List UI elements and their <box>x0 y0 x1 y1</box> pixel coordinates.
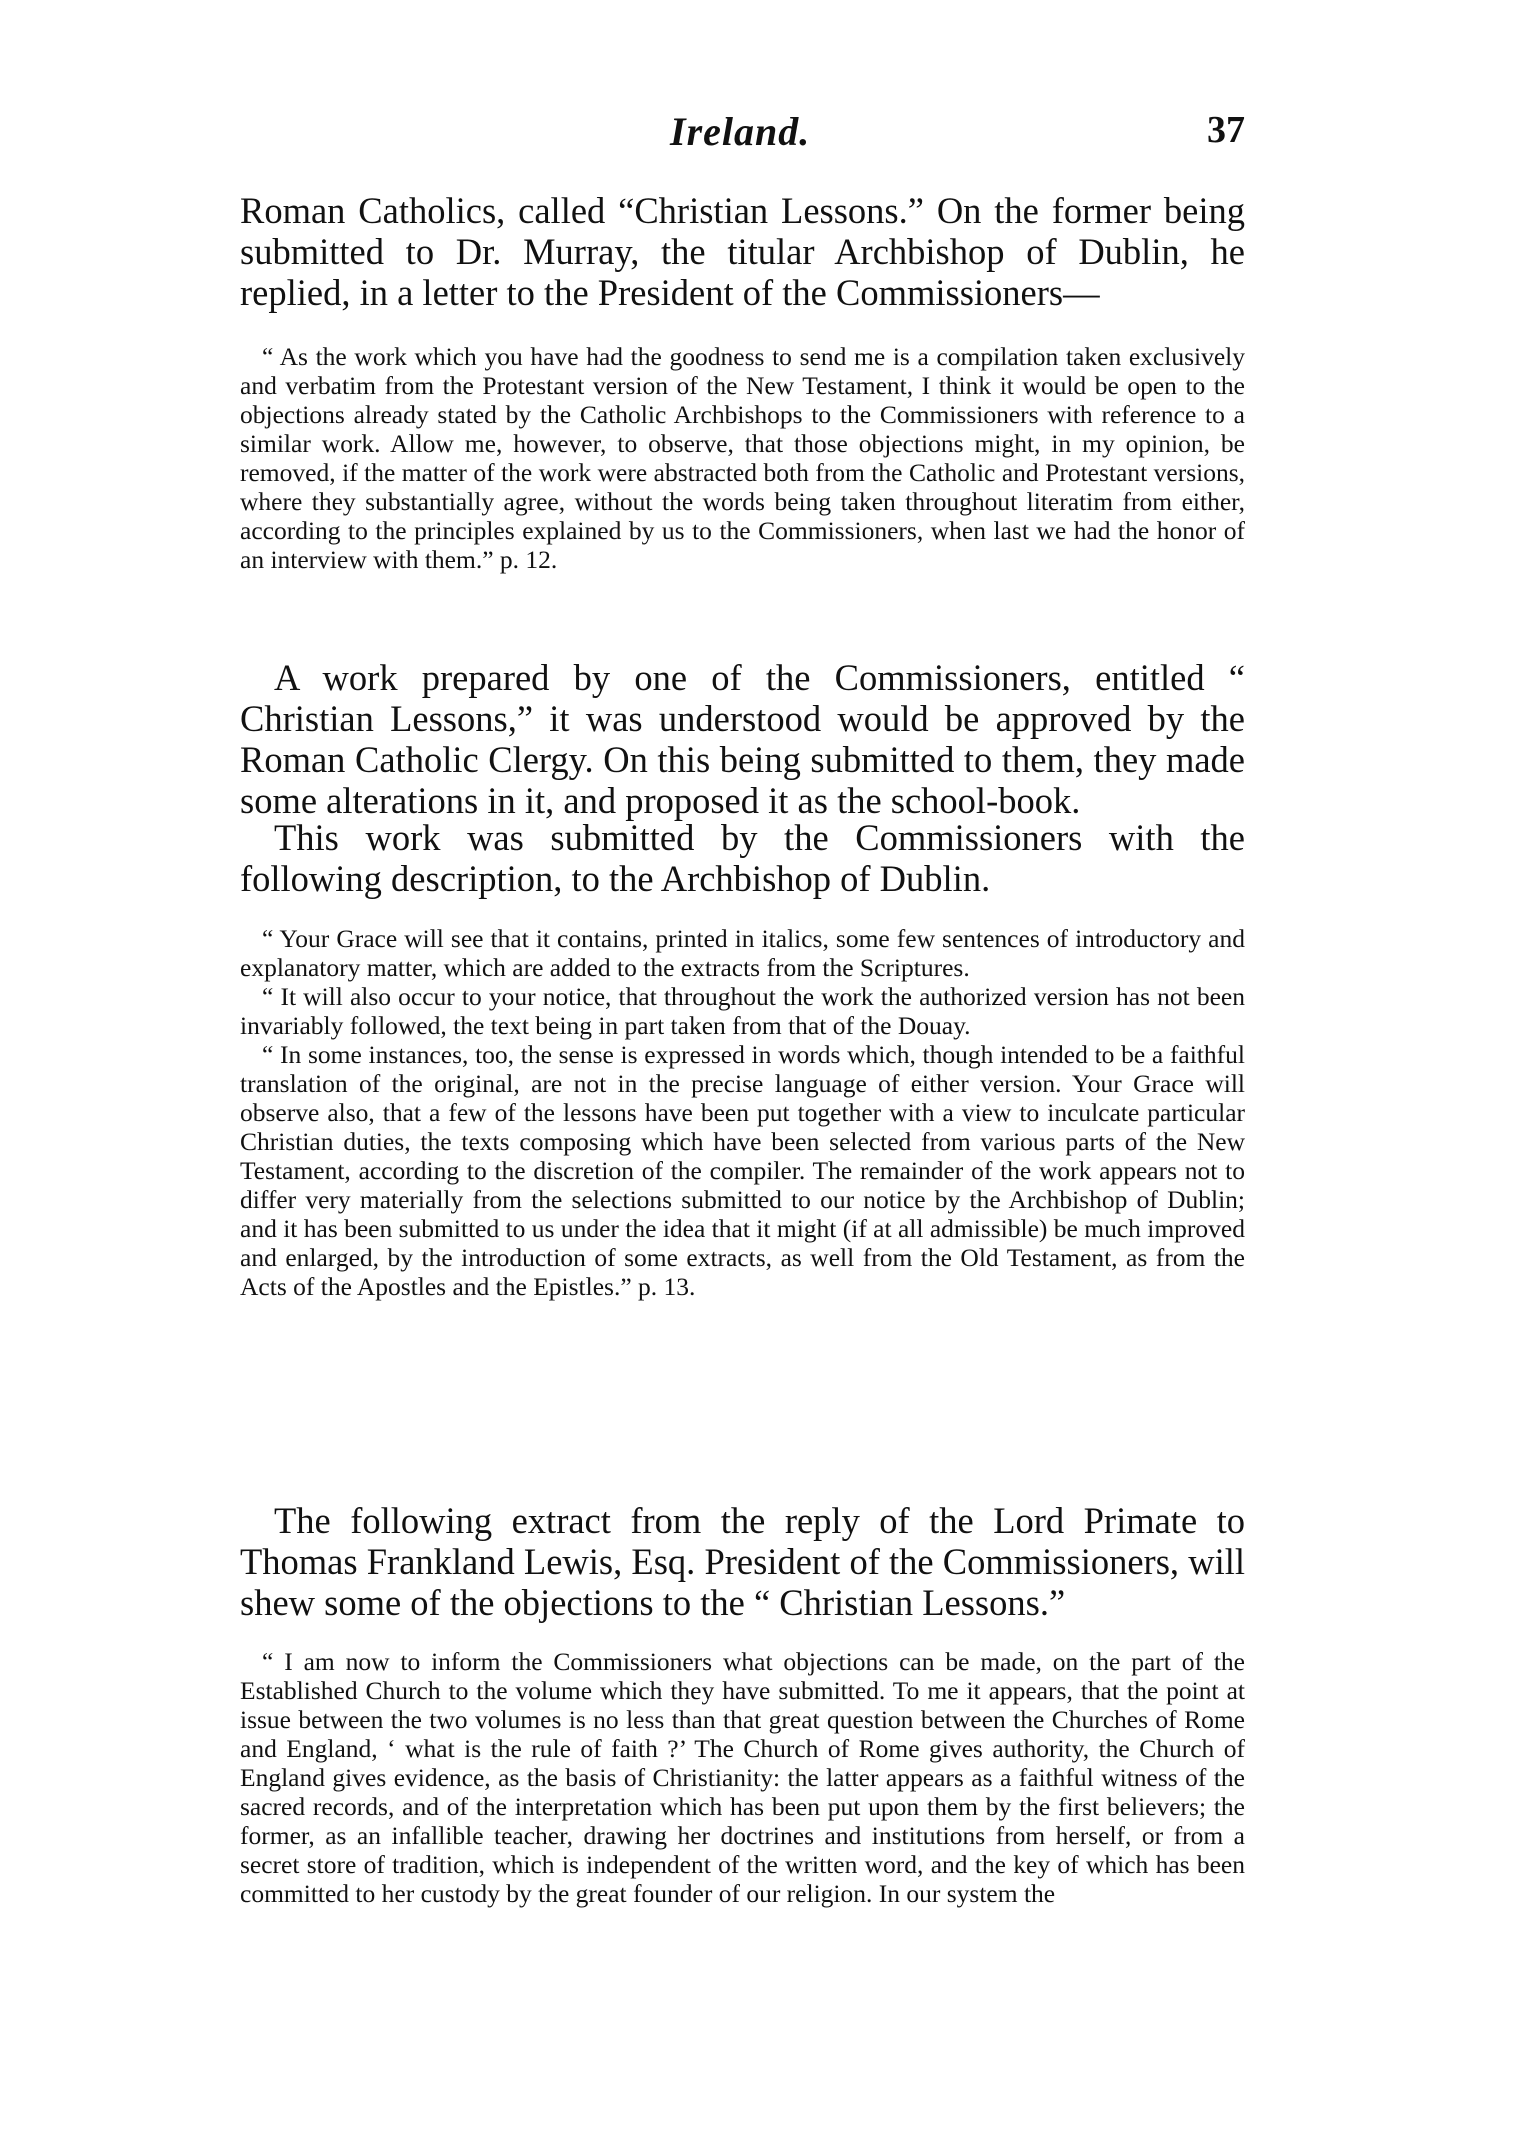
quote-lord-primate-text: “ I am now to inform the Commissioners what objections can be made, on the part of the Established Church to the volume which they have submitted. To me it appears, that the point at issue between the two volumes is no less than that great question between the Churches of Rome and England, ‘ what is the rule of faith ?’ The Church of Rome gives authority, the Church of England gives evidence, as the basis of Christianity: the latter appears as a faithful witness of the sacred records, and of the interpretation which has been put upon them by the first believers; the former, as an infallible teacher, drawing her doctrines and institutions from herself, or from a secret store of tradition, which is independent of the written word, and the key of which has been committed to her custody by the great founder of our religion. In our system the <box>240 1647 1245 1908</box>
page-number: 37 <box>1207 109 1245 151</box>
paragraph-lord-primate: The following extract from the reply of the Lord Primate to Thomas Frankland Lewis, Esq. President of the Commissioners, will shew some of the objections to the “ Christian Lessons.” <box>240 1500 1245 1623</box>
quote-commissioners-part-3: “ In some instances, too, the sense is expressed in words which, though intended to be a faithful translation of the original, are not in the precise language of either version. Your Grace will observe also, that a few of the lessons have been put together with a view to inculcate particular Christian duties, the texts composing which have been selected from various parts of the New Testament, according to the discretion of the compiler. The remainder of the work appears not to differ very materially from the selections submitted to our notice by the Archbishop of Dublin; and it has been submitted to us under the idea that it might (if at all admissible) be much improved and enlarged, by the introduction of some extracts, as well from the Old Testament, as from the Acts of the Apostles and the Epistles.” p. 13. <box>240 1040 1245 1301</box>
paragraph-christian-lessons: A work prepared by one of the Commissioners, entitled “ Christian Lessons,” it was understood would be approved by the Roman Catholic Clergy. On this being submitted to them, they made some alterations in it, and proposed it as the school-book. <box>240 657 1245 821</box>
quote-commissioners-part-2: “ It will also occur to your notice, that throughout the work the authorized version has not been invariably followed, the text being in part taken from that of the Douay. <box>240 982 1245 1040</box>
quote-murray-text: “ As the work which you have had the goodness to send me is a compilation taken exclusively and verbatim from the Protestant version of the New Testament, I think it would be open to the objections already stated by the Catholic Archbishops to the Commissioners with reference to a similar work. Allow me, however, to observe, that those objections might, in my opinion, be removed, if the matter of the work were abstracted both from the Catholic and Protestant versions, where they substantially agree, without the words being taken throughout literatim from either, according to the principles explained by us to the Commissioners, when last we had the honor of an interview with them.” p. 12. <box>240 342 1245 574</box>
quote-murray <box>240 342 1245 574</box>
quote-lord-primate <box>240 1647 1245 1908</box>
running-title: Ireland. <box>670 109 811 154</box>
quote-commissioners <box>240 924 1245 1301</box>
page-header <box>240 108 1245 168</box>
paragraph-intro: Roman Catholics, called “Christian Lessons.” On the former being submitted to Dr. Murray, the titular Archbishop of Dublin, he replied, in a letter to the President of the Commissioners— <box>240 190 1245 313</box>
quote-commissioners-part-1: “ Your Grace will see that it contains, printed in italics, some few sentences of introductory and explanatory matter, which are added to the extracts from the Scriptures. <box>240 924 1245 982</box>
paragraph-submission: This work was submitted by the Commissioners with the following description, to the Archbishop of Dublin. <box>240 817 1245 899</box>
